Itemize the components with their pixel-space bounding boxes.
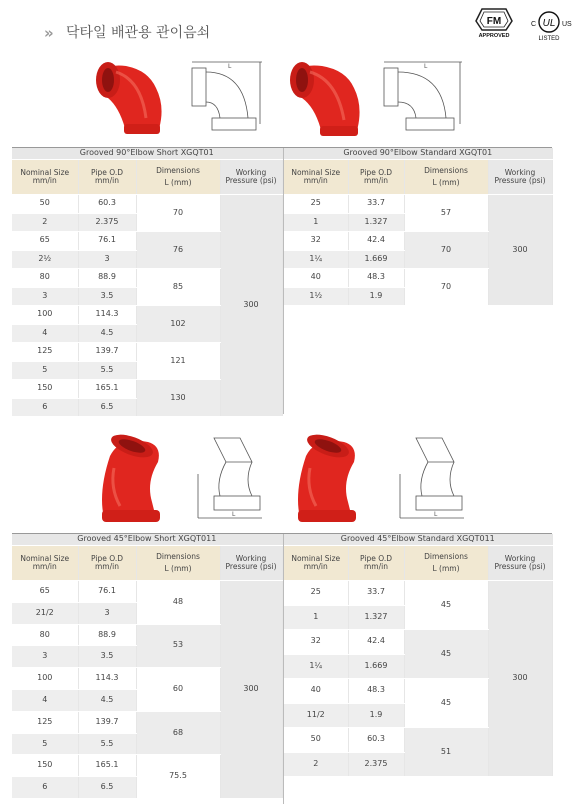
dimension-l-cell: 51 (404, 728, 488, 777)
working-pressure-cell: 300 (488, 581, 552, 777)
table-title: Grooved 45°Elbow Standard XGQT011 (284, 534, 552, 546)
table-title-row (284, 534, 552, 546)
dimension-l-label: L (424, 63, 428, 70)
dimension-l-cell: 121 (136, 343, 220, 380)
elbow-90-short-photo (86, 58, 174, 142)
nominal-in-cell: 3 (12, 287, 78, 306)
od-mm-cell: 60.3 (348, 728, 404, 753)
od-in-cell: 5.5 (78, 361, 136, 380)
spec-table-90-standard (284, 148, 553, 306)
dimension-l-cell: 70 (136, 195, 220, 232)
col-header-dimensions-title: Dimensions (424, 551, 468, 561)
nominal-in-cell: 6 (12, 398, 78, 417)
od-mm-cell: 165.1 (78, 755, 136, 777)
spec-table-90-short (12, 148, 283, 417)
nominal-in-cell: 5 (12, 733, 78, 755)
elbow-90-standard-photo (282, 58, 370, 142)
elbow-90-short-drawing (188, 58, 270, 144)
elbow-45-short-photo (96, 432, 172, 526)
page-title: 닥타일 배관용 관이음쇠 (66, 25, 211, 41)
od-in-cell: 5.5 (78, 733, 136, 755)
col-header-dimensions (404, 546, 488, 581)
ul-logo-sub: LISTED (538, 36, 560, 42)
od-mm-cell: 76.1 (78, 232, 136, 251)
dimension-l-cell: 45 (404, 679, 488, 728)
working-pressure-cell: 300 (220, 195, 282, 417)
nominal-in-cell: 1 (284, 213, 348, 232)
od-mm-cell: 48.3 (348, 679, 404, 704)
table-header-row (12, 546, 282, 581)
od-in-cell: 1.327 (348, 605, 404, 630)
col-header-od: Pipe O.D mm/in (78, 546, 136, 581)
od-in-cell: 2.375 (78, 213, 136, 232)
col-header-pressure: Working Pressure (psi) (488, 160, 552, 195)
od-mm-cell: 114.3 (78, 668, 136, 690)
od-in-cell: 3 (78, 250, 136, 269)
table-title-row (284, 148, 552, 160)
od-mm-cell: 88.9 (78, 624, 136, 646)
dimension-l-cell: 102 (136, 306, 220, 343)
col-header-dimensions (404, 160, 488, 195)
dimension-l-cell: 57 (404, 195, 488, 232)
nominal-in-cell: 3 (12, 646, 78, 668)
nominal-mm-cell: 40 (284, 269, 348, 288)
od-mm-cell: 114.3 (78, 306, 136, 325)
od-mm-cell: 33.7 (348, 581, 404, 606)
col-header-dimensions-title: Dimensions (424, 165, 468, 175)
nominal-mm-cell: 65 (12, 232, 78, 251)
od-mm-cell: 139.7 (78, 343, 136, 362)
od-in-cell: 1.327 (348, 213, 404, 232)
col-header-dimensions-unit: L (mm) (432, 178, 460, 187)
working-pressure-cell: 300 (220, 581, 282, 799)
od-mm-cell: 88.9 (78, 269, 136, 288)
dimension-l-cell: 130 (136, 380, 220, 417)
col-header-nominal: Nominal Size mm/in (12, 160, 78, 195)
dimension-l-label: L (228, 63, 232, 70)
od-mm-cell: 139.7 (78, 711, 136, 733)
nominal-mm-cell: 50 (12, 195, 78, 214)
page-header (0, 0, 578, 44)
nominal-mm-cell: 150 (12, 380, 78, 399)
dimension-l-cell: 85 (136, 269, 220, 306)
od-mm-cell: 33.7 (348, 195, 404, 214)
dimension-l-cell: 76 (136, 232, 220, 269)
col-header-dimensions (136, 546, 220, 581)
dimension-l-cell: 60 (136, 668, 220, 712)
dimension-l-cell: 75.5 (136, 755, 220, 799)
od-in-cell: 1.669 (348, 250, 404, 269)
nominal-mm-cell: 25 (284, 581, 348, 606)
dimension-l-cell: 45 (404, 630, 488, 679)
table-divider (283, 148, 284, 414)
nominal-mm-cell: 100 (12, 668, 78, 690)
od-mm-cell: 60.3 (78, 195, 136, 214)
col-header-dimensions-unit: L (mm) (432, 564, 460, 573)
nominal-in-cell: 2 (12, 213, 78, 232)
od-mm-cell: 76.1 (78, 581, 136, 603)
od-mm-cell: 42.4 (348, 630, 404, 655)
od-in-cell: 4.5 (78, 689, 136, 711)
col-header-pressure: Working Pressure (psi) (220, 160, 282, 195)
ul-listed-logo (526, 6, 574, 42)
table-header-row (284, 160, 552, 195)
od-in-cell: 3.5 (78, 287, 136, 306)
elbow-90-standard-drawing (380, 58, 470, 144)
nominal-in-cell: 11/2 (284, 703, 348, 728)
nominal-mm-cell: 25 (284, 195, 348, 214)
od-mm-cell: 42.4 (348, 232, 404, 251)
nominal-in-cell: 6 (12, 777, 78, 799)
col-header-pressure: Working Pressure (psi) (488, 546, 552, 581)
od-in-cell: 6.5 (78, 777, 136, 799)
dimension-l-cell: 68 (136, 711, 220, 755)
dimension-l-label: L (434, 511, 438, 518)
nominal-in-cell: 4 (12, 324, 78, 343)
ul-logo-us: US (562, 21, 572, 28)
col-header-dimensions-title: Dimensions (156, 551, 200, 561)
dimension-l-cell: 70 (404, 269, 488, 306)
table-title-row (12, 148, 282, 160)
table-title-row (12, 534, 282, 546)
table-row (12, 581, 282, 603)
elbow-45-standard-photo (292, 432, 368, 526)
col-header-od: Pipe O.D mm/in (348, 160, 404, 195)
nominal-mm-cell: 40 (284, 679, 348, 704)
od-in-cell: 1.9 (348, 703, 404, 728)
od-mm-cell: 165.1 (78, 380, 136, 399)
col-header-dimensions-title: Dimensions (156, 165, 200, 175)
od-mm-cell: 48.3 (348, 269, 404, 288)
nominal-mm-cell: 150 (12, 755, 78, 777)
table-row (284, 195, 552, 214)
table-row (12, 195, 282, 214)
od-in-cell: 6.5 (78, 398, 136, 417)
nominal-in-cell: 1¼ (284, 654, 348, 679)
table-title: Grooved 90°Elbow Short XGQT01 (12, 148, 282, 160)
fm-approved-logo (470, 8, 518, 38)
dimension-l-label: L (232, 511, 236, 518)
od-in-cell: 1.669 (348, 654, 404, 679)
table-divider (283, 534, 284, 804)
col-header-nominal: Nominal Size mm/in (12, 546, 78, 581)
spec-table-45-standard (284, 534, 553, 777)
dimension-l-cell: 70 (404, 232, 488, 269)
nominal-in-cell: 1 (284, 605, 348, 630)
col-header-dimensions (136, 160, 220, 195)
nominal-in-cell: 2 (284, 752, 348, 777)
dimension-l-cell: 53 (136, 624, 220, 668)
od-in-cell: 2.375 (348, 752, 404, 777)
od-in-cell: 3 (78, 602, 136, 624)
nominal-in-cell: 1½ (284, 287, 348, 306)
nominal-in-cell: 5 (12, 361, 78, 380)
fm-logo-sub: APPROVED (478, 33, 510, 38)
col-header-nominal: Nominal Size mm/in (284, 546, 348, 581)
elbow-45-standard-drawing (394, 434, 478, 524)
od-in-cell: 1.9 (348, 287, 404, 306)
table-row (284, 581, 552, 606)
col-header-od: Pipe O.D mm/in (78, 160, 136, 195)
od-in-cell: 4.5 (78, 324, 136, 343)
nominal-in-cell: 2½ (12, 250, 78, 269)
nominal-mm-cell: 65 (12, 581, 78, 603)
nominal-mm-cell: 125 (12, 343, 78, 362)
col-header-od: Pipe O.D mm/in (348, 546, 404, 581)
table-header-row (284, 546, 552, 581)
nominal-in-cell: 1¼ (284, 250, 348, 269)
col-header-dimensions-unit: L (mm) (164, 564, 192, 573)
nominal-mm-cell: 80 (12, 269, 78, 288)
dimension-l-cell: 45 (404, 581, 488, 630)
col-header-pressure: Working Pressure (psi) (220, 546, 282, 581)
nominal-mm-cell: 32 (284, 630, 348, 655)
working-pressure-cell: 300 (488, 195, 552, 306)
elbow-45-short-drawing (192, 434, 276, 524)
ul-logo-c: C (531, 21, 537, 28)
nominal-mm-cell: 125 (12, 711, 78, 733)
od-in-cell: 3.5 (78, 646, 136, 668)
ul-logo-ul: UL (542, 18, 556, 29)
table-header-row (12, 160, 282, 195)
table-title: Grooved 45°Elbow Short XGQT011 (12, 534, 282, 546)
table-title: Grooved 90°Elbow Standard XGQT01 (284, 148, 552, 160)
nominal-mm-cell: 32 (284, 232, 348, 251)
double-chevron-icon: » (44, 24, 51, 42)
nominal-mm-cell: 100 (12, 306, 78, 325)
nominal-mm-cell: 50 (284, 728, 348, 753)
nominal-mm-cell: 80 (12, 624, 78, 646)
col-header-nominal: Nominal Size mm/in (284, 160, 348, 195)
col-header-dimensions-unit: L (mm) (164, 178, 192, 187)
nominal-in-cell: 21/2 (12, 602, 78, 624)
dimension-l-cell: 48 (136, 581, 220, 625)
nominal-in-cell: 4 (12, 689, 78, 711)
spec-table-45-short (12, 534, 283, 799)
fm-logo-text: FM (486, 16, 502, 27)
